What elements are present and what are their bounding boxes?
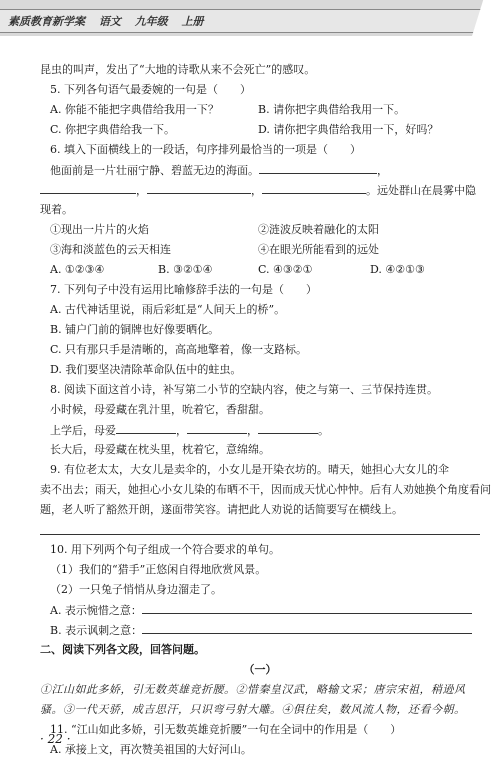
poem-line-2-start: 上学后，母爱 (50, 424, 116, 437)
q6-passage-line1: 他面前是一片壮丽宁静、碧蓝无边的海面。 ， (40, 160, 480, 180)
question-8: 8. 阅读下面这首小诗，补写第二小节的空缺内容，使之与第一、三节保持连贯。 (50, 383, 438, 396)
q11-option-a: A. 承接上文，再次赞美祖国的大好河山。 (50, 743, 252, 756)
answer-blank[interactable] (116, 420, 176, 434)
q6-passage-line3: 现着。 (40, 203, 73, 216)
question-6: 6. 填入下面横线上的一段话，句序排列最恰当的一项是（ ） (50, 143, 361, 156)
answer-blank[interactable] (40, 180, 136, 194)
page-number: · 22 · (40, 732, 71, 746)
poem-line-2 (40, 420, 480, 440)
section-2-heading: 二、阅读下列各文段，回答问题。 (40, 643, 205, 656)
q7-option-d: D. 我们要坚决清除革命队伍中的蛀虫。 (50, 363, 242, 376)
q10-sentence-2: （2）一只兔子悄悄从身边溜走了。 (50, 583, 222, 596)
page-header (0, 0, 500, 36)
comma: ， (247, 424, 258, 437)
q6-items-row2 (40, 240, 480, 260)
q6-passage-end: 。远处群山在晨雾中隐 (366, 184, 476, 197)
answer-blank[interactable] (258, 420, 318, 434)
q5-options-row1 (40, 100, 480, 120)
header-subject: 语文 (98, 15, 121, 28)
q6-item-1: ①现出一片片的火焰 (50, 223, 149, 236)
q5-options-row2 (40, 120, 480, 140)
period: 。 (318, 424, 329, 437)
question-11: 11. “江山如此多娇，引无数英雄竞折腰”一句在全词中的作用是（ ） (50, 723, 402, 736)
header-grade: 九年级 (134, 15, 168, 28)
q6-items-row1 (40, 220, 480, 240)
q5-option-d: D. 请你把字典借给我用一下，好吗？ (258, 123, 439, 136)
poem-line-3: 长大后，母爱藏在枕头里，枕着它，意绵绵。 (50, 443, 270, 456)
q10-option-a-label: A. 表示惋惜之意： (50, 604, 142, 617)
q6-option-b: B. ③②①④ (158, 263, 213, 276)
q6-item-2: ②涟波反映着融化的太阳 (258, 223, 379, 236)
q6-option-d: D. ④②①③ (370, 263, 425, 276)
q5-option-a: A. 你能不能把字典借给我用一下？ (50, 103, 219, 116)
answer-line[interactable] (40, 520, 480, 540)
q6-passage-line2: ， ， 。远处群山在晨雾中隐 (40, 180, 480, 200)
answer-blank[interactable] (259, 160, 377, 174)
q10-option-a (40, 600, 480, 620)
q6-passage-text: 他面前是一片壮丽宁静、碧蓝无边的海面。 (50, 164, 259, 177)
q10-sentence-1: （1）我们的“猎手”正悠闲自得地欣赏风景。 (50, 563, 267, 576)
text-line: 昆虫的叫声，发出了“大地的诗歌从来不会死亡”的感叹。 (40, 63, 316, 76)
poem-line-1: 小时候，母爱藏在乳汁里，吮着它，香甜甜。 (50, 403, 270, 416)
question-9-line3: 题，老人听了豁然开朗，遂面带笑容。请把此人劝说的话简要写在横线上。 (40, 503, 403, 516)
answer-blank[interactable] (142, 620, 472, 634)
question-5: 5. 下列各句语气最委婉的一句是（ ） (50, 83, 251, 96)
q6-item-4: ④在眼光所能看到的远处 (258, 243, 379, 256)
q10-option-b-label: B. 表示讽刺之意： (50, 624, 143, 637)
question-10: 10. 用下列两个句子组成一个符合要求的单句。 (50, 543, 280, 556)
q6-option-c: C. ④③②① (258, 263, 313, 276)
q5-option-c: C. 你把字典借给我一下。 (50, 123, 176, 136)
question-9-line2: 卖不出去；雨天，她担心小女儿染的布晒不干，因而成天忧心忡忡。后有人劝她换个角度看问 (40, 483, 491, 496)
q6-option-a: A. ①②③④ (50, 263, 105, 276)
header-series: 素质教育新学案 (8, 15, 85, 28)
header-volume: 上册 (181, 15, 204, 28)
answer-blank[interactable] (147, 180, 251, 194)
answer-blank[interactable] (142, 600, 472, 614)
part-1-heading: （一） (243, 663, 277, 676)
header-text (8, 13, 214, 29)
question-9-line1: 9. 有位老太太，大女儿是卖伞的，小女儿是开染衣坊的。晴天，她担心大女儿的伞 (50, 463, 449, 476)
q6-options (40, 260, 480, 280)
comma: ， (176, 424, 187, 437)
q10-option-b (40, 620, 480, 640)
q6-item-3: ③海和淡蓝色的云天相连 (50, 243, 171, 256)
q7-option-b: B. 铺户门前的铜牌也好像要晒化。 (50, 323, 220, 336)
answer-blank[interactable] (262, 180, 366, 194)
q7-option-c: C. 只有那只手是清晰的，高高地擎着，像一支路标。 (50, 343, 308, 356)
poem-passage-line1: ①江山如此多娇，引无数英雄竞折腰。②惜秦皇汉武，略输文采；唐宗宋祖，稍逊风 (40, 683, 466, 696)
poem-passage-line2: 骚。③一代天骄，成吉思汗，只识弯弓射大雕。④俱往矣，数风流人物，还看今朝。 (40, 703, 466, 716)
answer-blank[interactable] (187, 420, 247, 434)
question-7: 7. 下列句子中没有运用比喻修辞手法的一句是（ ） (50, 283, 317, 296)
q7-option-a: A. 古代神话里说，雨后彩虹是“人间天上的桥”。 (50, 303, 286, 316)
page-content (40, 60, 491, 760)
q5-option-b: B. 请你把字典借给我用一下。 (258, 103, 406, 116)
